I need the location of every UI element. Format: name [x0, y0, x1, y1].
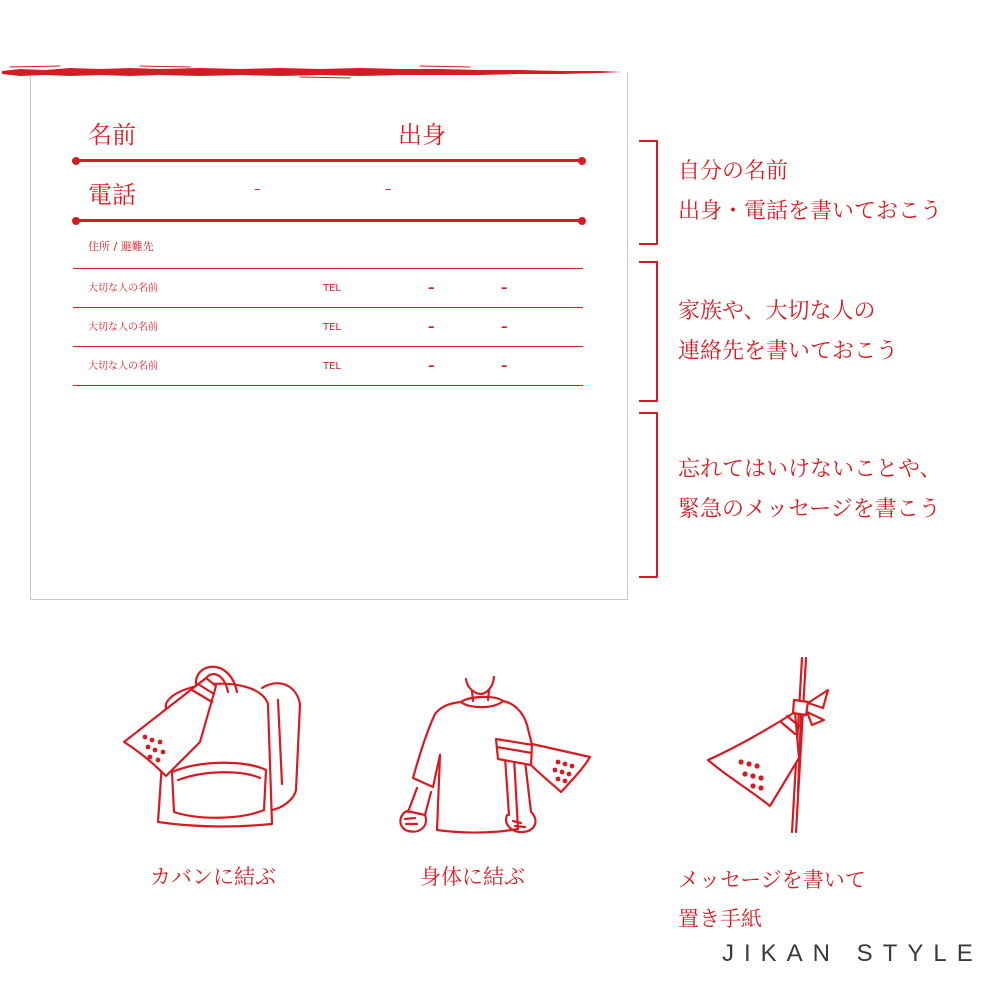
- note-line: 家族や、大切な人の: [678, 299, 876, 324]
- origin-label: 出身: [398, 121, 446, 149]
- contact-divider: [73, 385, 583, 386]
- name-label: 名前: [88, 121, 136, 149]
- note-line: 出身・電話を書いておこう: [678, 199, 943, 224]
- contact-tel-label: TEL: [323, 322, 341, 333]
- person-with-arm-bandana-icon: [395, 665, 595, 845]
- arm-bandana-flag: [531, 744, 590, 792]
- name-divider: [75, 159, 583, 162]
- bracket-message-section: [639, 412, 658, 578]
- tshirt-collar: [461, 697, 503, 707]
- address-divider: [73, 268, 583, 269]
- caption-tie-to-body: 身体に結ぶ: [420, 865, 525, 889]
- note-line: 連絡先を書いておこう: [678, 339, 899, 364]
- bandana: [124, 678, 216, 776]
- contact-tel-separator: –: [501, 281, 508, 296]
- contact-tel-label: TEL: [323, 283, 341, 294]
- note-line: 自分の名前: [678, 159, 789, 184]
- phone-separator: –: [254, 182, 261, 197]
- contact-tel-separator: –: [428, 320, 435, 335]
- contact-tel-label: TEL: [323, 361, 341, 372]
- contact-name-label: 大切な人の名前: [88, 361, 158, 372]
- contact-name-label: 大切な人の名前: [88, 322, 158, 333]
- right-arm: [505, 757, 531, 815]
- contact-tel-separator: –: [501, 320, 508, 335]
- phone-divider: [75, 219, 583, 222]
- flag-knot: [793, 700, 808, 715]
- caption-line: 置き手紙: [678, 907, 762, 931]
- note-message-section: [678, 450, 942, 530]
- backpack-with-bandana-icon: [110, 652, 310, 837]
- caption-line: メッセージを書いて: [678, 868, 866, 892]
- left-hand: [400, 811, 426, 832]
- caption-tie-to-bag: カバンに結ぶ: [150, 865, 276, 889]
- brand-logo-text: JIKAN STYLE: [722, 940, 983, 967]
- contact-name-label: 大切な人の名前: [88, 283, 158, 294]
- contact-divider: [73, 307, 583, 308]
- backpack-front-pocket: [172, 763, 266, 818]
- contact-tel-separator: –: [428, 281, 435, 296]
- phone-separator: –: [385, 182, 392, 197]
- bracket-name-section: [639, 140, 658, 245]
- tshirt-left-sleeve: [413, 702, 461, 787]
- contact-tel-separator: –: [501, 359, 508, 374]
- note-line: 忘れてはいけないことや、: [678, 457, 942, 482]
- address-label: 住所 / 避難先: [88, 240, 154, 253]
- note-contacts-section: [678, 292, 898, 372]
- caption-leave-note: [678, 861, 866, 939]
- emergency-card: [30, 72, 628, 600]
- bracket-contacts-section: [639, 261, 658, 402]
- note-line: 緊急のメッセージを書こう: [678, 497, 941, 522]
- note-name-section: [678, 152, 942, 232]
- right-hand: [506, 813, 535, 832]
- brush-stroke: [0, 60, 630, 84]
- contact-divider: [73, 346, 583, 347]
- contact-tel-separator: –: [428, 359, 435, 374]
- flag-ties: [807, 690, 828, 725]
- phone-label: 電話: [88, 181, 136, 209]
- pole-with-flag-icon: [695, 650, 845, 840]
